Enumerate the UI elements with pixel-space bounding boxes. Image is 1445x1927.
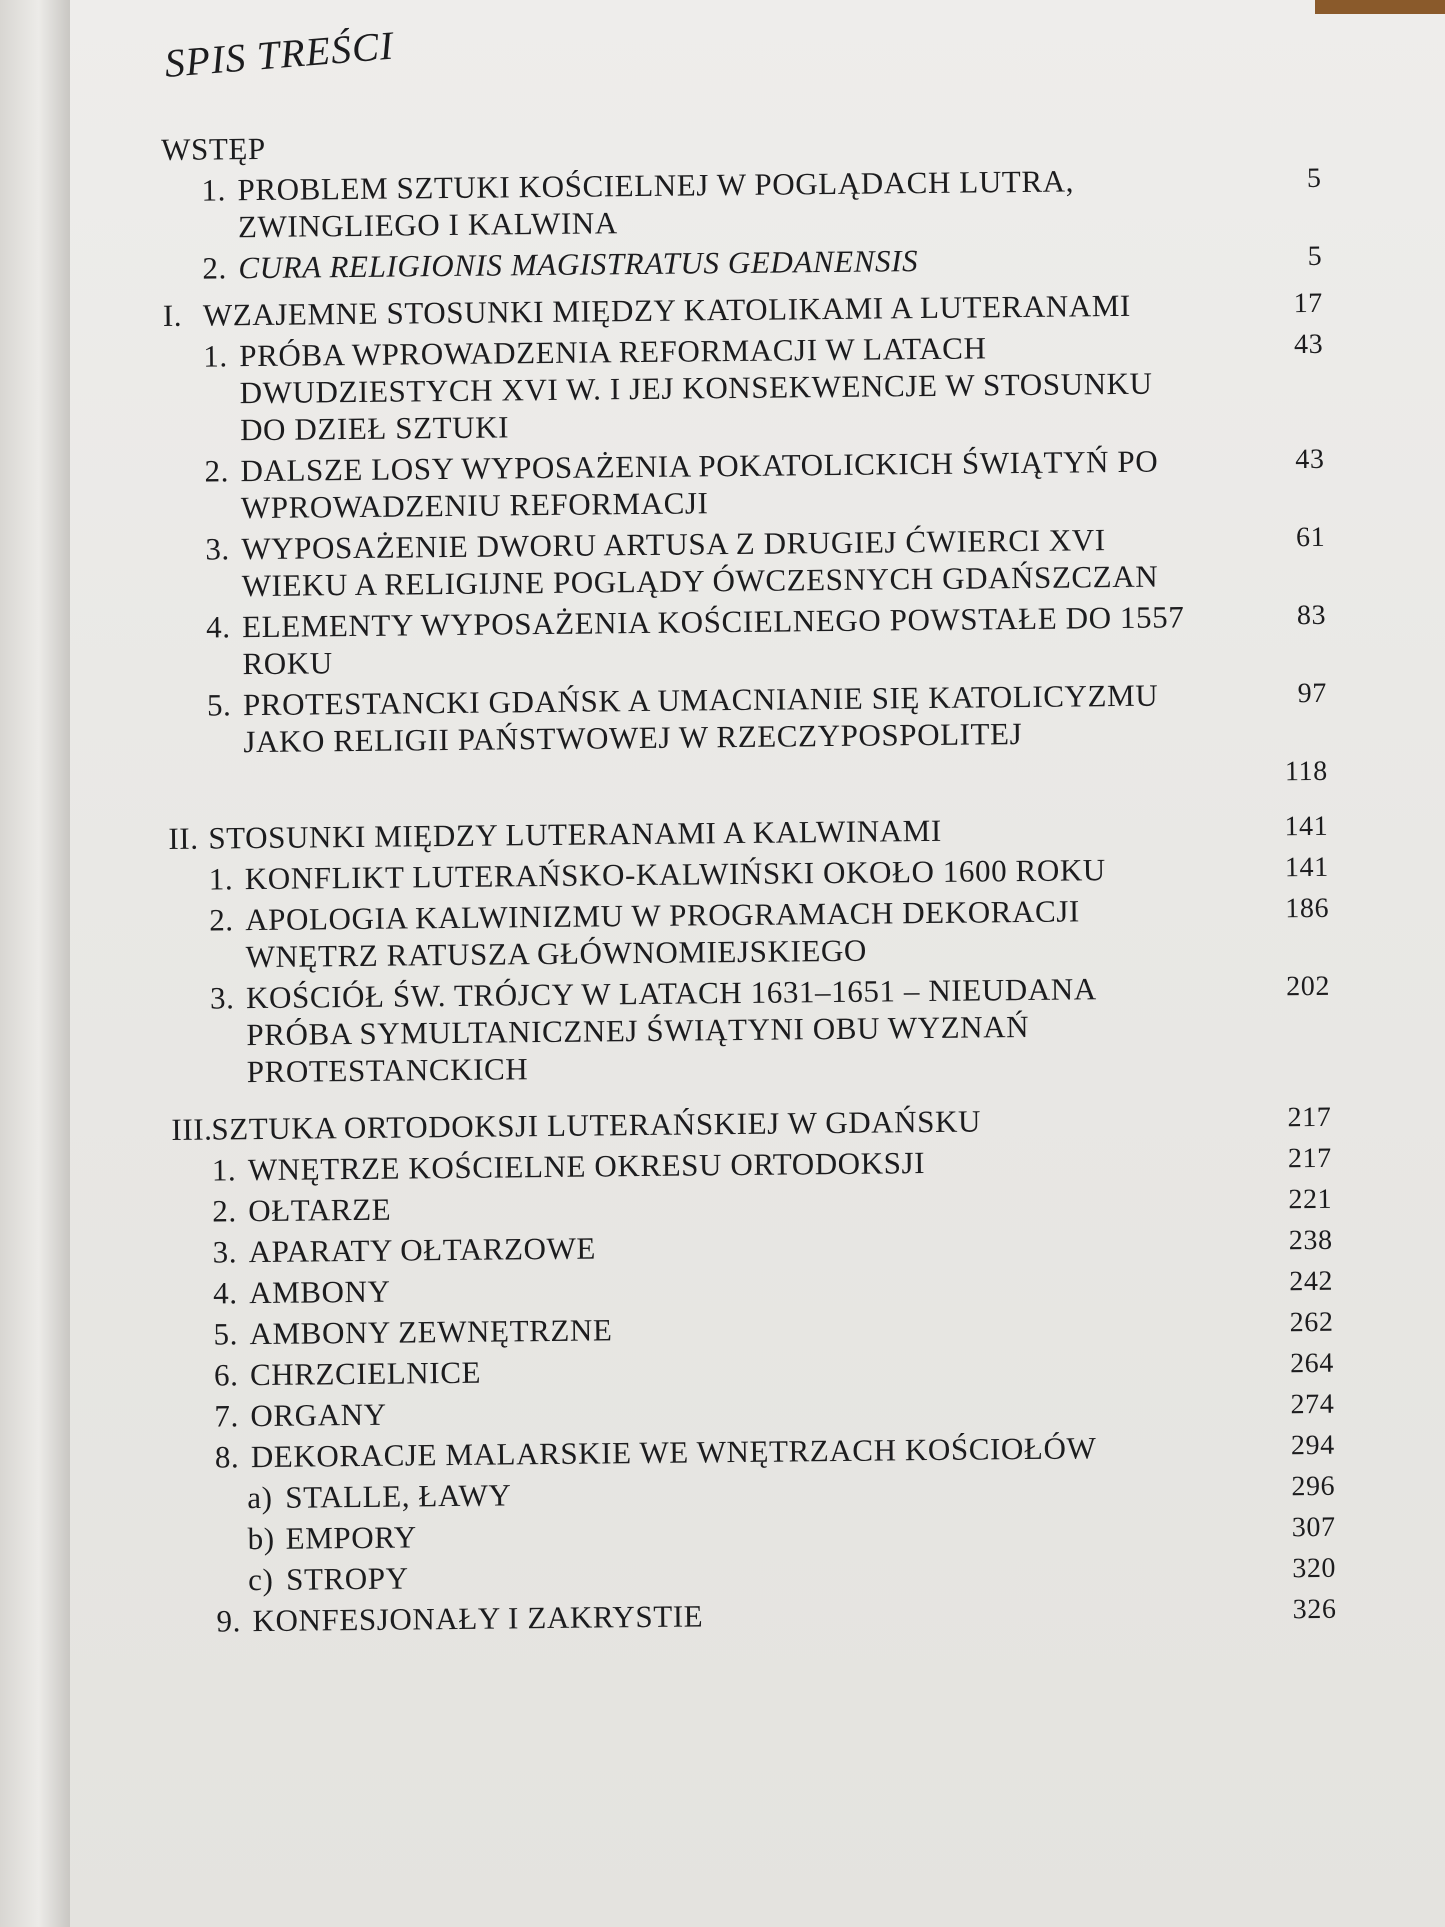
page-number: 141 [1284,851,1329,884]
entry-number: 2. [204,453,230,489]
entry-title: CHRZCIELNICE [249,1354,482,1393]
page-title: SPIS TREŚCI [162,22,396,86]
entry-number: 2. [209,902,234,938]
page-number: 296 [1291,1470,1336,1503]
entry-number: 5. [213,1316,239,1352]
page-number: 43 [1293,328,1324,361]
toc-entry [162,238,1322,287]
entry-title: WYPOSAŻENIE DWORU ARTUSA Z DRUGIEJ ĆWIERCI XVI WIEKU A RELIGIJNE POGLĄDY ÓWCZESNYCH GDAŃSZCZAN [241,522,1159,604]
entry-title: PROBLEM SZTUKI KOŚCIELNEJ W POGLĄDACH LUTRA, ZWINGLIEGO I KALWINA [237,163,1075,245]
toc-entry [165,519,1326,605]
entry-number: 1. [208,861,234,897]
toc-entry [176,1509,1336,1558]
entry-number: 2. [202,250,228,286]
toc-entry [170,968,1331,1091]
entry-title: DEKORACJE MALARSKIE WE WNĘTRZACH KOŚCIOŁÓW [250,1430,1097,1475]
entry-title: PRÓBA WPROWADZENIA REFORMACJI W LATACH DWUDZIESTYCH XVI W. I JEJ KONSEKWENCJE W STOSUNKU DO DZIEŁ SZTUKI [239,330,1153,448]
entry-number: 8. [214,1439,240,1475]
entry-title: APARATY OŁTARZOWE [248,1230,597,1270]
table-surface [1315,0,1445,14]
entry-title: STALLE, ŁAWY [285,1477,512,1515]
toc-entry [172,1140,1332,1189]
toc-entry [169,890,1330,976]
page-number: 61 [1295,521,1326,554]
toc-entry [172,1181,1332,1230]
page-number: 141 [1284,810,1329,843]
entry-number: 4. [212,1275,238,1311]
toc-entry [176,1591,1336,1640]
previous-page-edge [0,0,71,1927]
entry-title: STROPY [285,1560,409,1597]
entry-title: STOSUNKI MIĘDZY LUTERANAMI A KALWINAMI [208,812,942,856]
entry-number: 1. [203,338,228,374]
toc-entry [173,1263,1333,1312]
toc-entry [166,597,1327,683]
toc-entries [161,105,1337,1640]
page-number: 326 [1292,1593,1337,1626]
entry-number: 6. [213,1357,239,1393]
entry-title: APOLOGIA KALWINIZMU W PROGRAMACH DEKORACJI WNĘTRZ RATUSZA GŁÓWNOMIEJSKIEGO [245,893,1081,975]
entry-number: 1. [201,172,227,208]
entry-number: 1. [211,1152,237,1188]
page-number: 242 [1289,1265,1334,1298]
page-number: 238 [1288,1224,1333,1257]
entry-title: DALSZE LOSY WYPOSAŻENIA POKATOLICKICH ŚWIĄTYŃ PO WPROWADZENIU REFORMACJI [240,443,1159,526]
entry-number: I. [162,297,183,333]
toc-entry [173,1304,1333,1353]
toc-entry [175,1427,1335,1476]
toc-entry [173,1222,1333,1271]
page-number: 294 [1290,1429,1335,1462]
entry-title: CURA RELIGIONIS MAGISTRATUS GEDANENSIS [238,243,919,286]
page-number: 262 [1289,1306,1334,1339]
entry-title: AMBONY ZEWNĘTRZNE [249,1312,613,1352]
toc-entry [161,160,1322,246]
entry-number: 7. [214,1398,240,1434]
page-number: 97 [1297,677,1328,710]
toc-entry [174,1386,1334,1435]
entry-title: WSTĘP [160,130,266,167]
page-number: 217 [1287,1101,1332,1134]
entry-number: 3. [209,980,235,1016]
page-number: 83 [1296,599,1327,632]
entry-title: AMBONY [248,1273,391,1311]
table-of-contents [160,22,1337,1644]
entry-title: EMPORY [285,1519,417,1556]
page-number: 217 [1287,1142,1332,1175]
page-number: 5 [1307,240,1323,272]
toc-entry [175,1468,1335,1517]
page-number: 307 [1291,1511,1336,1544]
toc-entry [174,1345,1334,1394]
entry-title: ORGANY [250,1396,387,1434]
page-number: 202 [1286,970,1331,1003]
page-number: 320 [1292,1552,1337,1585]
entry-title: KOŚCIÓŁ ŚW. TRÓJCY W LATACH 1631–1651 – NIEUDANA PRÓBA SYMULTANICZNEJ ŚWIĄTYNI OBU WYZNAŃ PROTESTANCKICH [245,971,1096,1090]
entry-title: KONFESJONAŁY I ZAKRYSTIE [252,1598,704,1639]
entry-number: 9. [216,1603,242,1639]
entry-title [244,754,1204,801]
entry-number: a) [247,1479,273,1516]
entry-title: WZAJEMNE STOSUNKI MIĘDZY KATOLIKAMI A LUTERANAMI [202,287,1132,333]
toc-entry [169,849,1329,898]
entry-number: 4. [205,609,231,645]
entry-number: III. [171,1111,213,1147]
entry-number: 5. [206,687,232,723]
page-number: 186 [1285,892,1330,925]
page-number: 264 [1289,1347,1335,1380]
entry-title: SZTUKA ORTODOKSJI LUTERAŃSKIEJ W GDAŃSKU [211,1103,982,1147]
entry-title: OŁTARZE [248,1191,392,1229]
entry-number: b) [247,1520,275,1557]
entry-number: II. [168,820,199,856]
page-number: 118 [1284,755,1328,788]
page-number: 221 [1288,1183,1333,1216]
toc-entry [164,441,1325,527]
page-number: 17 [1293,287,1323,320]
entry-title: KONFLIKT LUTERAŃSKO-KALWIŃSKI OKOŁO 1600 ROKU [244,852,1107,897]
toc-entry [167,675,1328,761]
toc-entry [163,326,1324,449]
entry-number: 2. [212,1193,237,1229]
page-number: 5 [1306,162,1322,194]
entry-number: c) [247,1561,274,1598]
entry-title: WNĘTRZE KOŚCIELNE OKRESU ORTODOKSJI [247,1145,926,1188]
page-number: 43 [1295,443,1325,476]
toc-entry [176,1550,1336,1599]
page-number: 274 [1290,1388,1335,1421]
entry-title: PROTESTANCKI GDAŃSK A UMACNIANIE SIĘ KATOLICYZMU JAKO RELIGII PAŃSTWOWEJ W RZECZYPOSPOLITEJ [242,677,1159,760]
entry-number: 3. [212,1234,238,1270]
entry-title: ELEMENTY WYPOSAŻENIA KOŚCIELNEGO POWSTAŁE DO 1557 ROKU [241,599,1185,682]
toc-entry [168,753,1328,802]
entry-number: 3. [205,531,230,567]
